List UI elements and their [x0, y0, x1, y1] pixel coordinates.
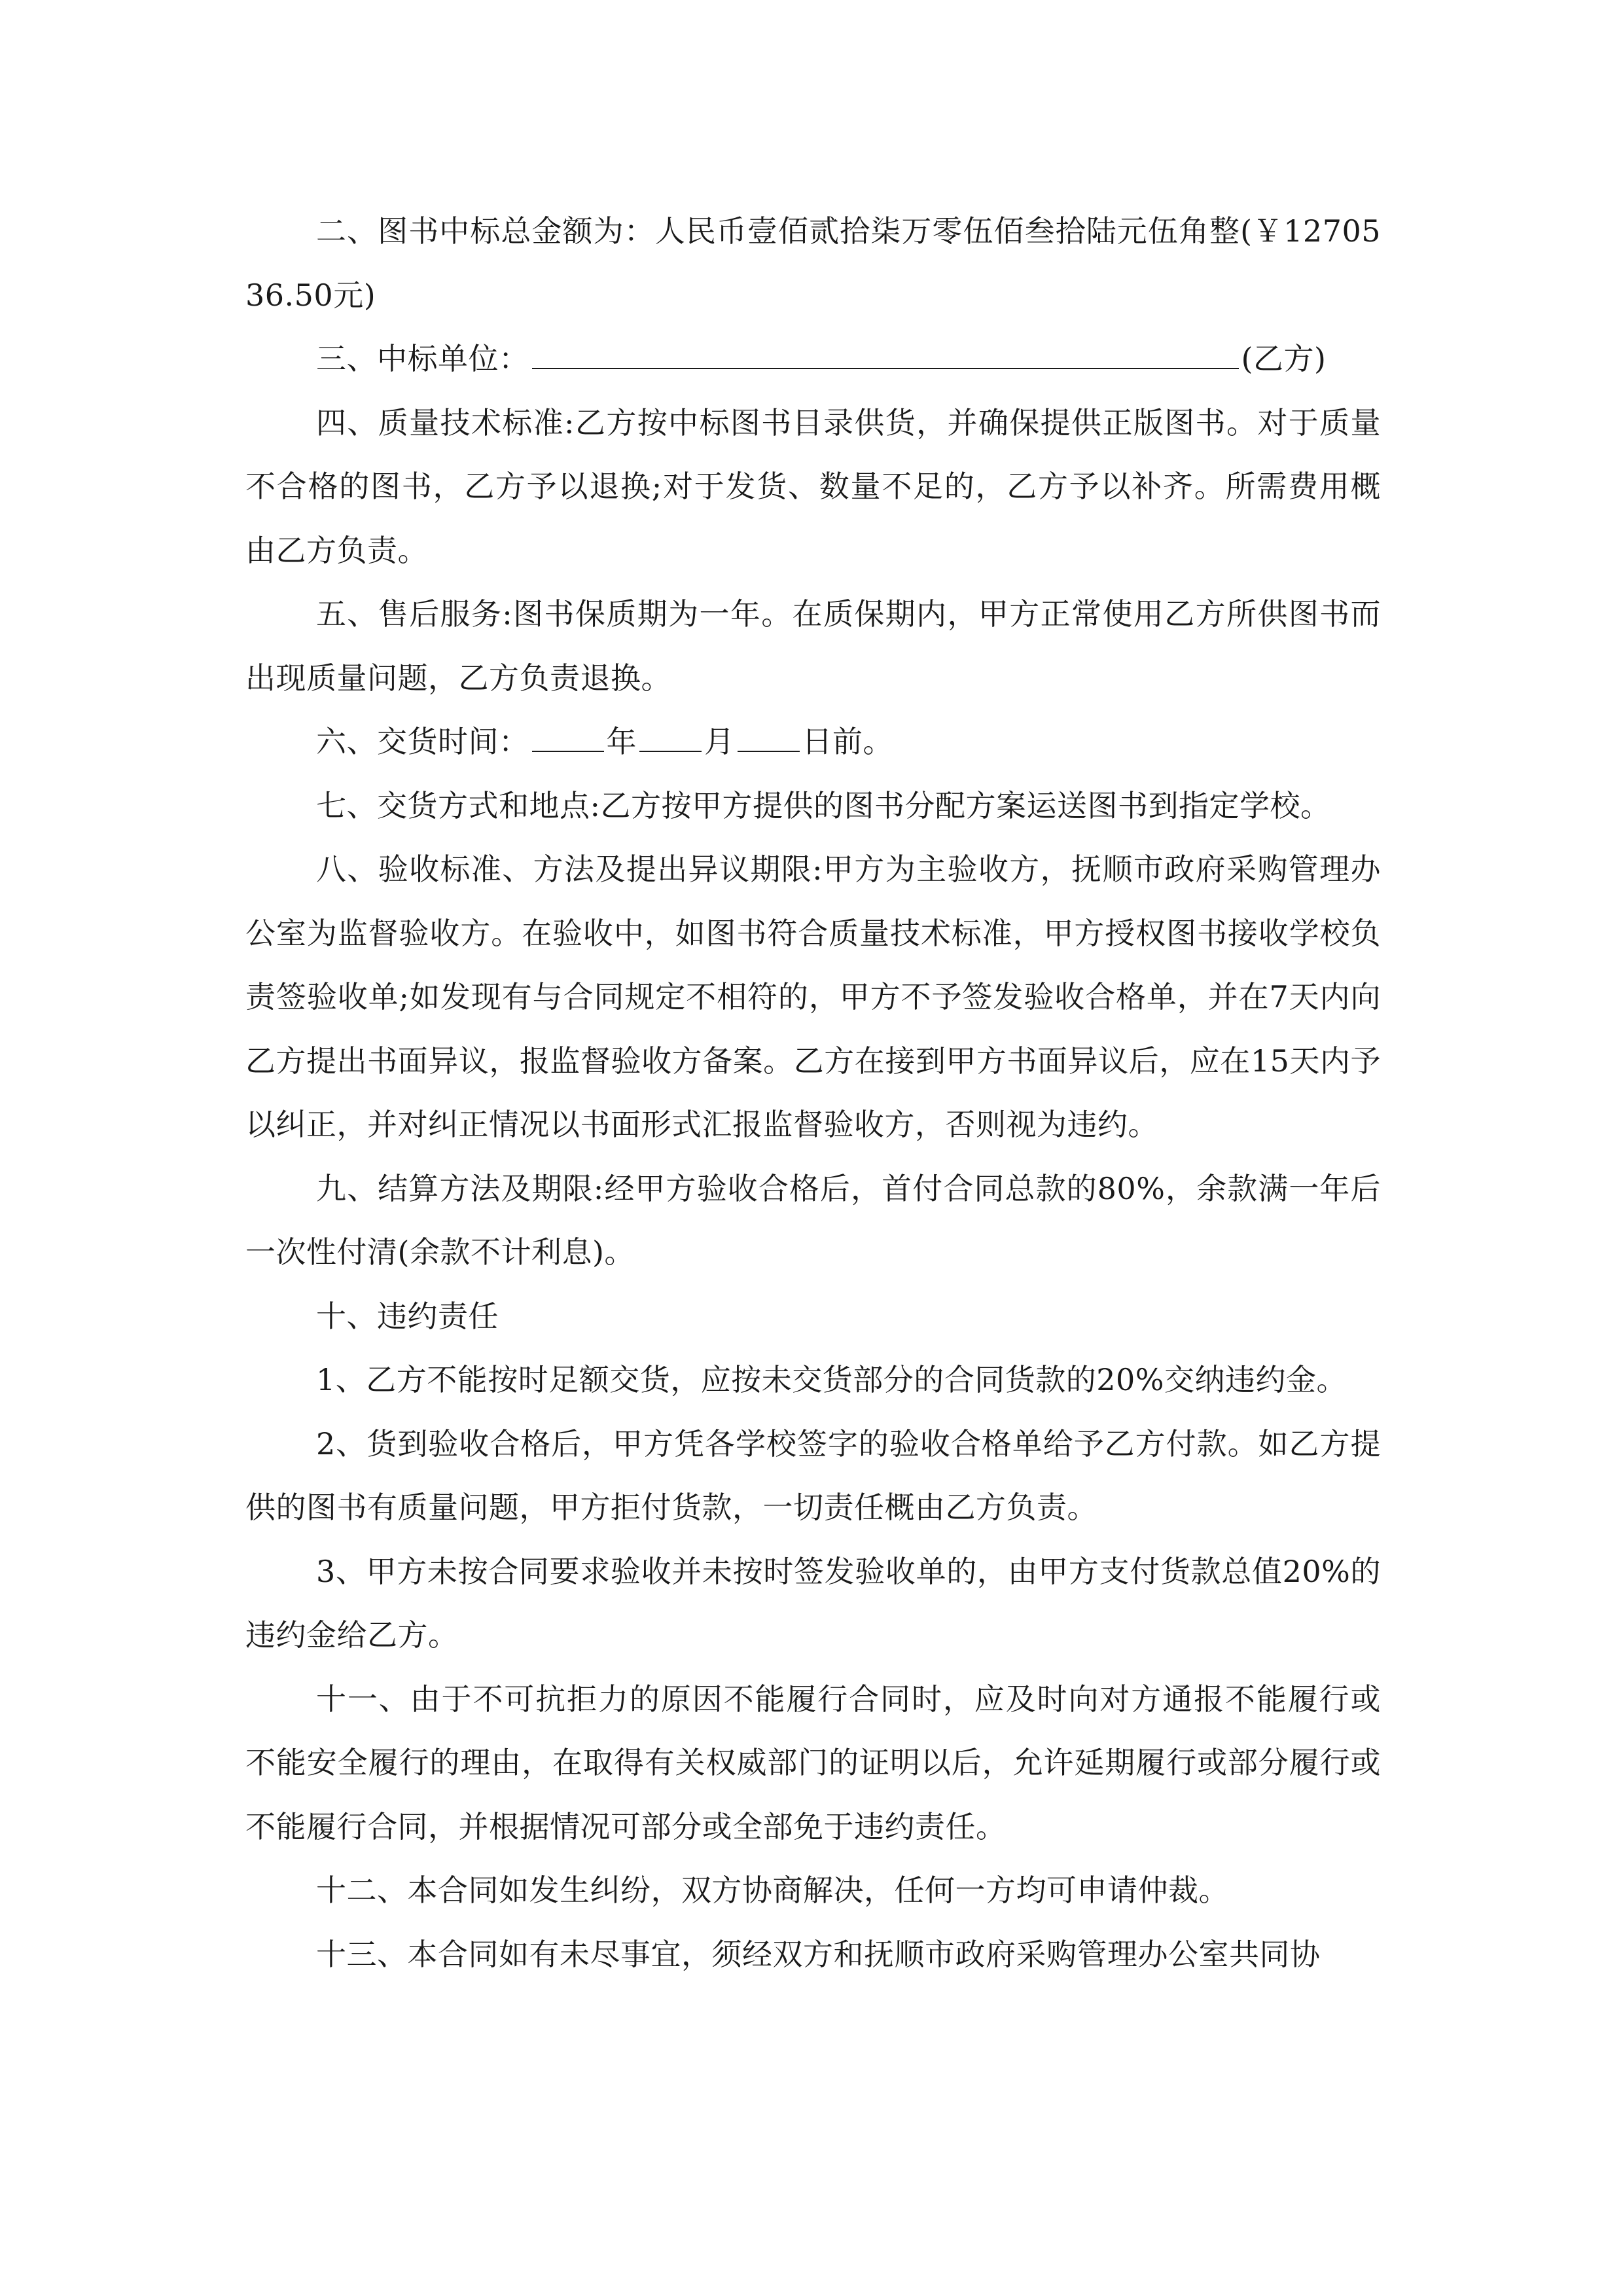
clause-10-item-3 — [245, 1540, 1381, 1668]
clause-8-acceptance — [245, 838, 1381, 1157]
clause-6-label: 六、交货时间： — [316, 724, 529, 759]
year-blank-line — [532, 718, 604, 752]
clause-2-text: 二、图书中标总金额为：人民币壹佰贰拾柒万零伍佰叁拾陆元伍角整(￥1270536.50元) — [245, 213, 1381, 313]
clause-5-after-sales — [245, 583, 1381, 710]
clause-13-text: 十三、本合同如有未尽事宜，须经双方和抚顺市政府采购管理办公室共同协 — [316, 1936, 1321, 1972]
clause-10-2-text: 2、货到验收合格后，甲方凭各学校签字的验收合格单给予乙方付款。如乙方提供的图书有质量问题，甲方拒付货款，一切责任概由乙方负责。 — [245, 1426, 1381, 1525]
clause-7-text: 七、交货方式和地点:乙方按甲方提供的图书分配方案运送图书到指定学校。 — [316, 787, 1331, 823]
clause-10-item-2 — [245, 1412, 1381, 1540]
clause-9-settlement — [245, 1157, 1381, 1285]
clause-5-text: 五、售后服务:图书保质期为一年。在质保期内，甲方正常使用乙方所供图书而出现质量问题，乙方负责退换。 — [245, 596, 1381, 696]
clause-10-item-1 — [245, 1348, 1381, 1412]
day-blank-line — [738, 718, 800, 752]
clause-9-text: 九、结算方法及期限:经甲方验收合格后，首付合同总款的80%，余款满一年后一次性付清(余款不计利息)。 — [245, 1170, 1381, 1270]
clause-6-month: 月 — [704, 724, 735, 759]
clause-7-delivery-method — [245, 774, 1381, 838]
clause-8-text: 八、验收标准、方法及提出异议期限:甲方为主验收方，抚顺市政府采购管理办公室为监督验收方。在验收中，如图书符合质量技术标准，甲方授权图书接收学校负责签验收单;如发现有与合同规定不相符的，甲方不予签发验收合格单，并在7天内向乙方提出书面异议，报监督验收方备案。乙方在接到甲方书面异议后，应在15天内予以纠正，并对纠正情况以书面形式汇报监督验收方，否则视为违约。 — [245, 852, 1381, 1142]
clause-13-unresolved — [245, 1923, 1381, 1987]
clause-12-dispute — [245, 1859, 1381, 1923]
clause-3-party-b: (乙方) — [1241, 341, 1327, 376]
clause-10-text: 十、违约责任 — [316, 1298, 499, 1334]
clause-6-day: 日前。 — [802, 724, 893, 759]
contract-body — [245, 200, 1381, 1986]
clause-6-year: 年 — [606, 724, 637, 759]
clause-3-winning-bidder — [245, 327, 1381, 391]
clause-4-text: 四、质量技术标准:乙方按中标图书目录供货，并确保提供正版图书。对于质量不合格的图书，乙方予以退换;对于发货、数量不足的，乙方予以补齐。所需费用概由乙方负责。 — [245, 404, 1381, 568]
clause-2-total-amount — [245, 200, 1381, 327]
clause-4-quality-standard — [245, 391, 1381, 583]
clause-11-force-majeure — [245, 1668, 1381, 1859]
clause-3-label: 三、中标单位： — [316, 341, 529, 376]
clause-10-1-text: 1、乙方不能按时足额交货，应按未交货部分的合同货款的20%交纳违约金。 — [316, 1362, 1347, 1397]
clause-10-liability-heading — [245, 1285, 1381, 1349]
clause-12-text: 十二、本合同如发生纠纷，双方协商解决，任何一方均可申请仲裁。 — [316, 1873, 1229, 1908]
clause-6-delivery-time — [245, 710, 1381, 774]
clause-11-text: 十一、由于不可抗拒力的原因不能履行合同时，应及时向对方通报不能履行或不能安全履行的理由，在取得有关权威部门的证明以后，允许延期履行或部分履行或不能履行合同，并根据情况可部分或全部免于违约责任。 — [245, 1681, 1381, 1844]
month-blank-line — [639, 718, 702, 752]
clause-10-3-text: 3、甲方未按合同要求验收并未按时签发验收单的，由甲方支付货款总值20%的违约金给乙方。 — [245, 1553, 1381, 1653]
bidder-blank-line — [532, 335, 1239, 369]
